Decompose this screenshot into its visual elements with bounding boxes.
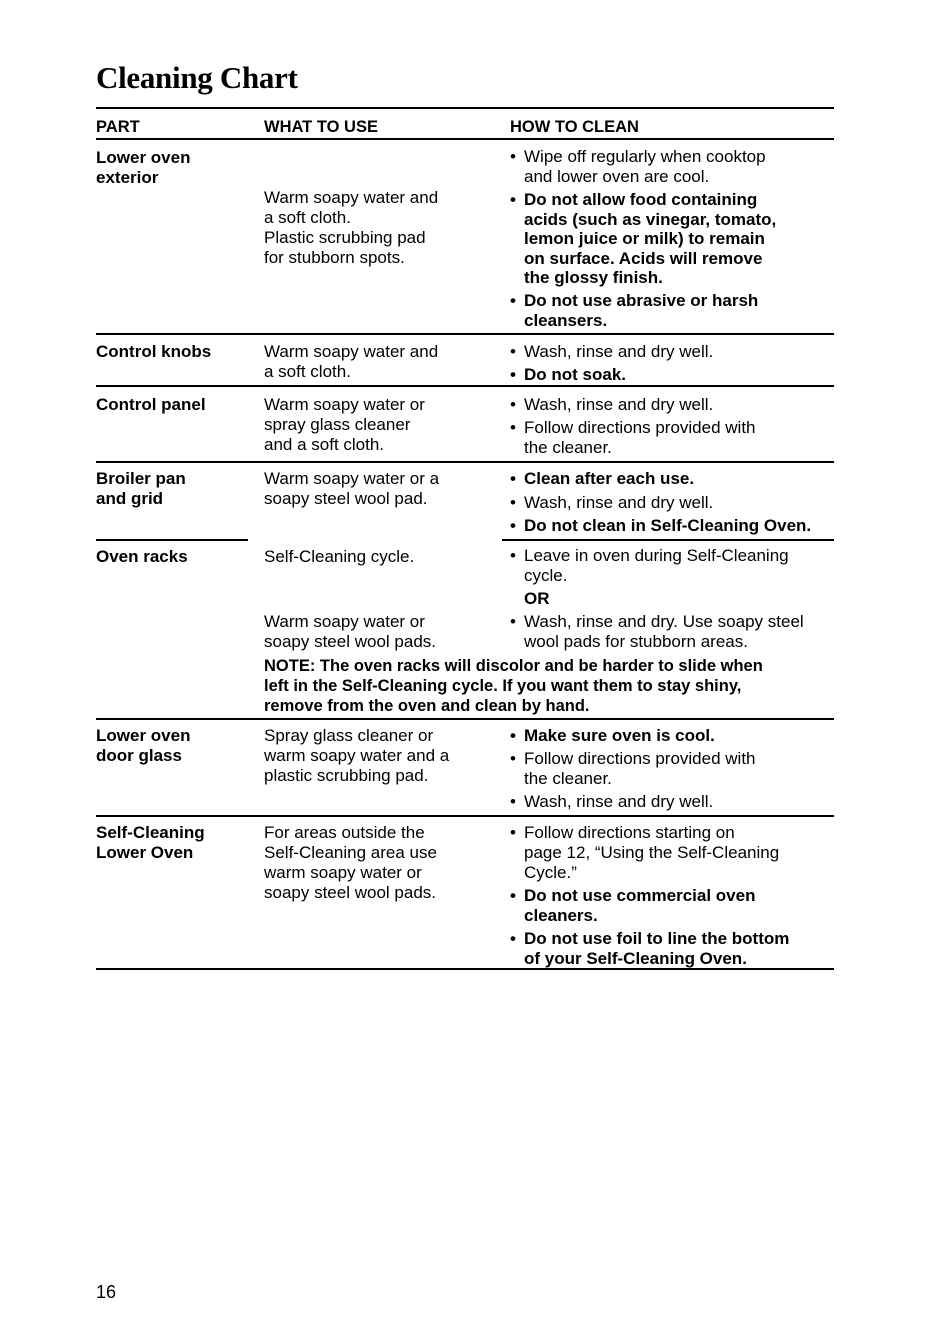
bullet-icon: • [510, 395, 516, 414]
bullet-icon: • [510, 147, 516, 166]
instruction-text: Do not clean in Self-Cleaning Oven. [524, 516, 812, 535]
what-to-use-oven-racks-manual: Warm soapy water or soapy steel wool pads. [264, 612, 436, 651]
instruction-text: Do not allow food containing acids (such as vinegar, tomato, lemon juice or milk) to remain on surface. Acids will remove the glossy finish. [524, 190, 777, 287]
what-to-use-door-glass: Spray glass cleaner or warm soapy water and a plastic scrubbing pad. [264, 726, 450, 785]
bullet-icon: • [510, 612, 516, 631]
column-header-part: PART [96, 118, 140, 136]
instruction-item [510, 190, 777, 287]
instruction-text: Wash, rinse and dry well. [524, 342, 714, 361]
instruction-text: Wipe off regularly when cooktop and lower oven are cool. [524, 147, 766, 186]
how-to-clean-self-cleaning [510, 823, 790, 968]
bullet-icon: • [510, 342, 516, 361]
bullet-icon: • [510, 792, 516, 811]
instruction-text: Do not use foil to line the bottom of your Self-Cleaning Oven. [524, 929, 790, 968]
row-divider [96, 385, 834, 387]
instruction-text: Follow directions provided with the cleaner. [524, 749, 756, 788]
what-to-use-lower-oven-exterior [264, 148, 438, 288]
what-text: Warm soapy water and a soft cloth. Plastic scrubbing pad for stubborn spots. [264, 188, 439, 267]
bullet-icon: • [510, 418, 516, 437]
part-control-knobs: Control knobs [96, 342, 212, 361]
instruction-text: Make sure oven is cool. [524, 726, 715, 745]
row-divider-right [502, 539, 834, 541]
part-self-cleaning-lower-oven: Self-Cleaning Lower Oven [96, 823, 205, 862]
part-broiler-pan-and-grid: Broiler pan and grid [96, 469, 186, 508]
what-to-use-broiler-pan: Warm soapy water or a soapy steel wool pad. [264, 469, 440, 508]
instruction-text: Wash, rinse and dry. Use soapy steel wool pads for stubborn areas. [524, 612, 804, 651]
column-header-how-to-clean: HOW TO CLEAN [510, 118, 639, 136]
header-top-rule [96, 107, 834, 109]
header-bottom-rule [96, 138, 834, 140]
bullet-icon: • [510, 886, 516, 905]
what-to-use-control-panel: Warm soapy water or spray glass cleaner and a soft cloth. [264, 395, 425, 454]
bullet-icon: • [510, 365, 516, 384]
how-to-clean-control-knobs [510, 342, 714, 402]
instruction-text: Do not use abrasive or harsh cleansers. [524, 291, 759, 330]
or-separator: OR [524, 589, 550, 608]
oven-racks-note: NOTE: The oven racks will discolor and be harder to slide when left in the Self-Cleaning cycle. If you want them to stay shiny, remove from the oven and clean by hand. [264, 657, 763, 715]
instruction-text: Wash, rinse and dry well. [524, 792, 714, 811]
row-divider [96, 461, 834, 463]
row-divider-left [96, 539, 248, 541]
bullet-icon: • [510, 516, 516, 535]
bullet-icon: • [510, 726, 516, 745]
page-title: Cleaning Chart [96, 60, 298, 95]
how-to-clean-door-glass [510, 726, 756, 811]
page-number: 16 [96, 1282, 117, 1302]
column-header-what-to-use: WHAT TO USE [264, 118, 378, 136]
instruction-text: Wash, rinse and dry well. [524, 493, 714, 512]
bullet-icon: • [510, 190, 516, 209]
part-lower-oven-exterior: Lower oven exterior [96, 148, 191, 187]
part-control-panel: Control panel [96, 395, 206, 414]
instruction-text: Do not use commercial oven cleaners. [524, 886, 756, 925]
instruction-text: Clean after each use. [524, 469, 695, 488]
what-to-use-oven-racks-cycle: Self-Cleaning cycle. [264, 547, 415, 566]
instruction-text: Follow directions starting on page 12, “Using the Self-Cleaning Cycle.” [524, 823, 780, 882]
bullet-icon: • [510, 291, 516, 310]
row-divider [96, 333, 834, 335]
part-lower-oven-door-glass: Lower oven door glass [96, 726, 191, 765]
bullet-icon: • [510, 823, 516, 842]
how-to-clean-oven-racks [510, 546, 804, 651]
what-to-use-control-knobs: Warm soapy water and a soft cloth. [264, 342, 439, 381]
how-to-clean-lower-oven-exterior [510, 147, 777, 330]
instruction-text: Follow directions provided with the cleaner. [524, 418, 756, 457]
instruction-text: Leave in oven during Self-Cleaning cycle. [524, 546, 789, 585]
bullet-icon: • [510, 929, 516, 948]
row-divider [96, 815, 834, 817]
how-to-clean-control-panel [510, 395, 756, 457]
bullet-icon: • [510, 493, 516, 512]
instruction-text: Wash, rinse and dry well. [524, 395, 714, 414]
instruction-text: Do not soak. [524, 365, 627, 384]
bullet-icon: • [510, 749, 516, 768]
bullet-icon: • [510, 546, 516, 565]
row-divider [96, 718, 834, 720]
bullet-icon: • [510, 469, 516, 488]
what-to-use-self-cleaning: For areas outside the Self-Cleaning area use warm soapy water or soapy steel wool pads. [264, 823, 437, 902]
how-to-clean-broiler-pan [510, 469, 812, 549]
part-oven-racks: Oven racks [96, 547, 188, 566]
table-bottom-rule [96, 968, 834, 970]
